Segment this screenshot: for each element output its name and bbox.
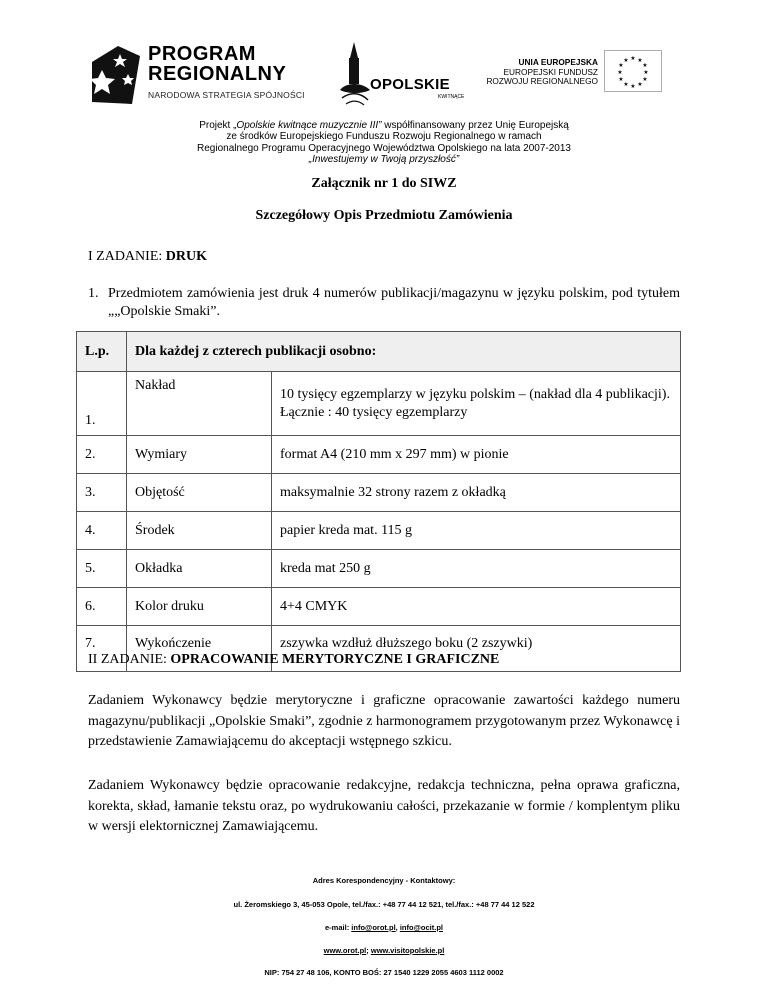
table-cell-value: kreda mat 250 g xyxy=(272,550,681,588)
opolskie-sub: KWITNĄCE xyxy=(438,94,465,100)
table-cell-lp: 2. xyxy=(77,436,127,474)
table-cell-lp: 3. xyxy=(77,474,127,512)
svg-text:★: ★ xyxy=(623,81,629,88)
table-row xyxy=(77,512,681,550)
table-row xyxy=(77,474,681,512)
eu-line3: ROZWOJU REGIONALNEGO xyxy=(486,76,598,86)
table-cell-value: papier kreda mat. 115 g xyxy=(272,512,681,550)
list-item-number: 1. xyxy=(88,286,99,301)
table-cell-name: Okładka xyxy=(127,550,272,588)
opolskie-logo xyxy=(336,42,466,108)
footer-nip: NIP: 754 27 48 106, KONTO BOŚ: 27 1540 1229 2055 4603 1112 0002 xyxy=(264,968,504,977)
project-line4: „Inwestujemy w Twoją przyszłość” xyxy=(308,153,460,165)
table-cell-value: 10 tysięcy egzemplarzy w języku polskim – (nakład dla 4 publikacji). Łącznie : 40 tysięcy egzemplarzy xyxy=(272,372,681,436)
svg-text:★: ★ xyxy=(623,57,629,64)
table-cell-name: Kolor druku xyxy=(127,588,272,626)
table-cell-lp: 1. xyxy=(77,372,127,436)
project-line1: Projekt „Opolskie kwitnące muzycznie III” współfinansowany przez Unię Europejską xyxy=(199,120,569,131)
table-cell-value: zszywka wzdłuż dłuższego boku (2 zszywki) xyxy=(272,626,681,672)
svg-text:★: ★ xyxy=(637,57,643,64)
svg-text:★: ★ xyxy=(642,62,648,69)
table-cell-value: 4+4 CMYK xyxy=(272,588,681,626)
program-title-line1: PROGRAM xyxy=(148,43,256,65)
svg-text:★: ★ xyxy=(637,81,643,88)
table-cell-value: maksymalnie 32 strony razem z okładką xyxy=(272,474,681,512)
document-subtitle: Szczegółowy Opis Przedmiotu Zamówienia xyxy=(255,208,513,223)
program-subtitle: NARODOWA STRATEGIA SPÓJNOŚCI xyxy=(148,90,305,100)
table-cell-name: Środek xyxy=(127,512,272,550)
table-cell-lp: 7. xyxy=(77,626,127,672)
www-link-1[interactable]: www.orot.pl xyxy=(323,946,367,955)
project-info xyxy=(0,120,768,165)
table-header-lp: L.p. xyxy=(77,332,127,372)
section1-heading: I ZADANIE: DRUK xyxy=(88,249,207,264)
svg-text:★: ★ xyxy=(643,69,649,76)
svg-text:★: ★ xyxy=(618,62,624,69)
table-cell-lp: 6. xyxy=(77,588,127,626)
table-row xyxy=(77,550,681,588)
www-link-2[interactable]: www.visitopolskie.pl xyxy=(370,946,445,955)
svg-text:★: ★ xyxy=(642,76,648,83)
table-row xyxy=(77,436,681,474)
specification-table xyxy=(76,331,681,672)
list-item-text: Przedmiotem zamówienia jest druk 4 numerów publikacji/magazynu w języku polskim, pod tytułem „„Opolskie Smaki”. xyxy=(108,286,680,319)
svg-text:★: ★ xyxy=(617,69,623,76)
footer-email: e-mail: info@orot.pl, info@ocit.pl xyxy=(325,923,443,932)
email-link-1[interactable]: info@orot.pl xyxy=(351,923,396,932)
table-row xyxy=(77,588,681,626)
table-cell-lp: 5. xyxy=(77,550,127,588)
footer-address: ul. Żeromskiego 3, 45-053 Opole, tel./fax.: +48 77 44 12 521, tel./fax.: +48 77 44 12 522 xyxy=(233,900,535,909)
table-row xyxy=(77,372,681,436)
paragraph-2: Zadaniem Wykonawcy będzie opracowanie redakcyjne, redakcja techniczna, pełna oprawa graficzna, korekta, skład, łamanie tekstu oraz, po wydrukowaniu całości, przekazanie w formie / komplentym pliku w wersji elektornicznej Zamawiającemu. xyxy=(88,778,680,834)
program-regionalny-logo xyxy=(88,40,318,110)
email-link-2[interactable]: info@ocit.pl xyxy=(399,923,443,932)
tower-icon xyxy=(336,42,376,108)
paragraph-1: Zadaniem Wykonawcy będzie merytoryczne i graficzne opracowanie zawartości każdego numeru magazynu/publikacji „Opolskie Smaki”, zgodnie z harmonogramem przygotowanym przez Wykonawcę i przedstawienie Zamawiającemu do akceptacji wstępnego szkicu. xyxy=(88,693,680,749)
svg-text:★: ★ xyxy=(630,83,636,90)
footer-www: www.orot.pl; www.visitopolskie.pl xyxy=(323,946,445,955)
document-title: Załącznik nr 1 do SIWZ xyxy=(311,176,457,191)
eu-flag-icon xyxy=(604,50,662,92)
svg-text:★: ★ xyxy=(618,76,624,83)
table-cell-name: Wykończenie xyxy=(127,626,272,672)
table-cell-lp: 4. xyxy=(77,512,127,550)
section2-heading: II ZADANIE: OPRACOWANIE MERYTORYCZNE I GRAFICZNE xyxy=(88,652,500,667)
eu-line1: UNIA EUROPEJSKA xyxy=(518,57,598,67)
table-cell-name: Wymiary xyxy=(127,436,272,474)
table-cell-name: Nakład xyxy=(127,372,272,436)
footer-address-label: Adres Korespondencyjny - Kontaktowy: xyxy=(312,876,456,885)
table-cell-name: Objętość xyxy=(127,474,272,512)
table-header-title: Dla każdej z czterech publikacji osobno: xyxy=(127,332,681,372)
program-title-line2: REGIONALNY xyxy=(148,63,287,85)
table-cell-value: format A4 (210 mm x 297 mm) w pionie xyxy=(272,436,681,474)
project-line3: Regionalnego Programu Operacyjnego Województwa Opolskiego na lata 2007-2013 xyxy=(197,142,571,154)
eu-label xyxy=(470,58,598,87)
eu-line2: EUROPEJSKI FUNDUSZ xyxy=(503,66,598,77)
opolskie-name: OPOLSKIE xyxy=(370,76,450,93)
svg-text:★: ★ xyxy=(630,55,636,62)
project-line2: ze środków Europejskiego Funduszu Rozwoju Regionalnego w ramach xyxy=(226,131,542,143)
program-logo-icon xyxy=(88,42,144,106)
